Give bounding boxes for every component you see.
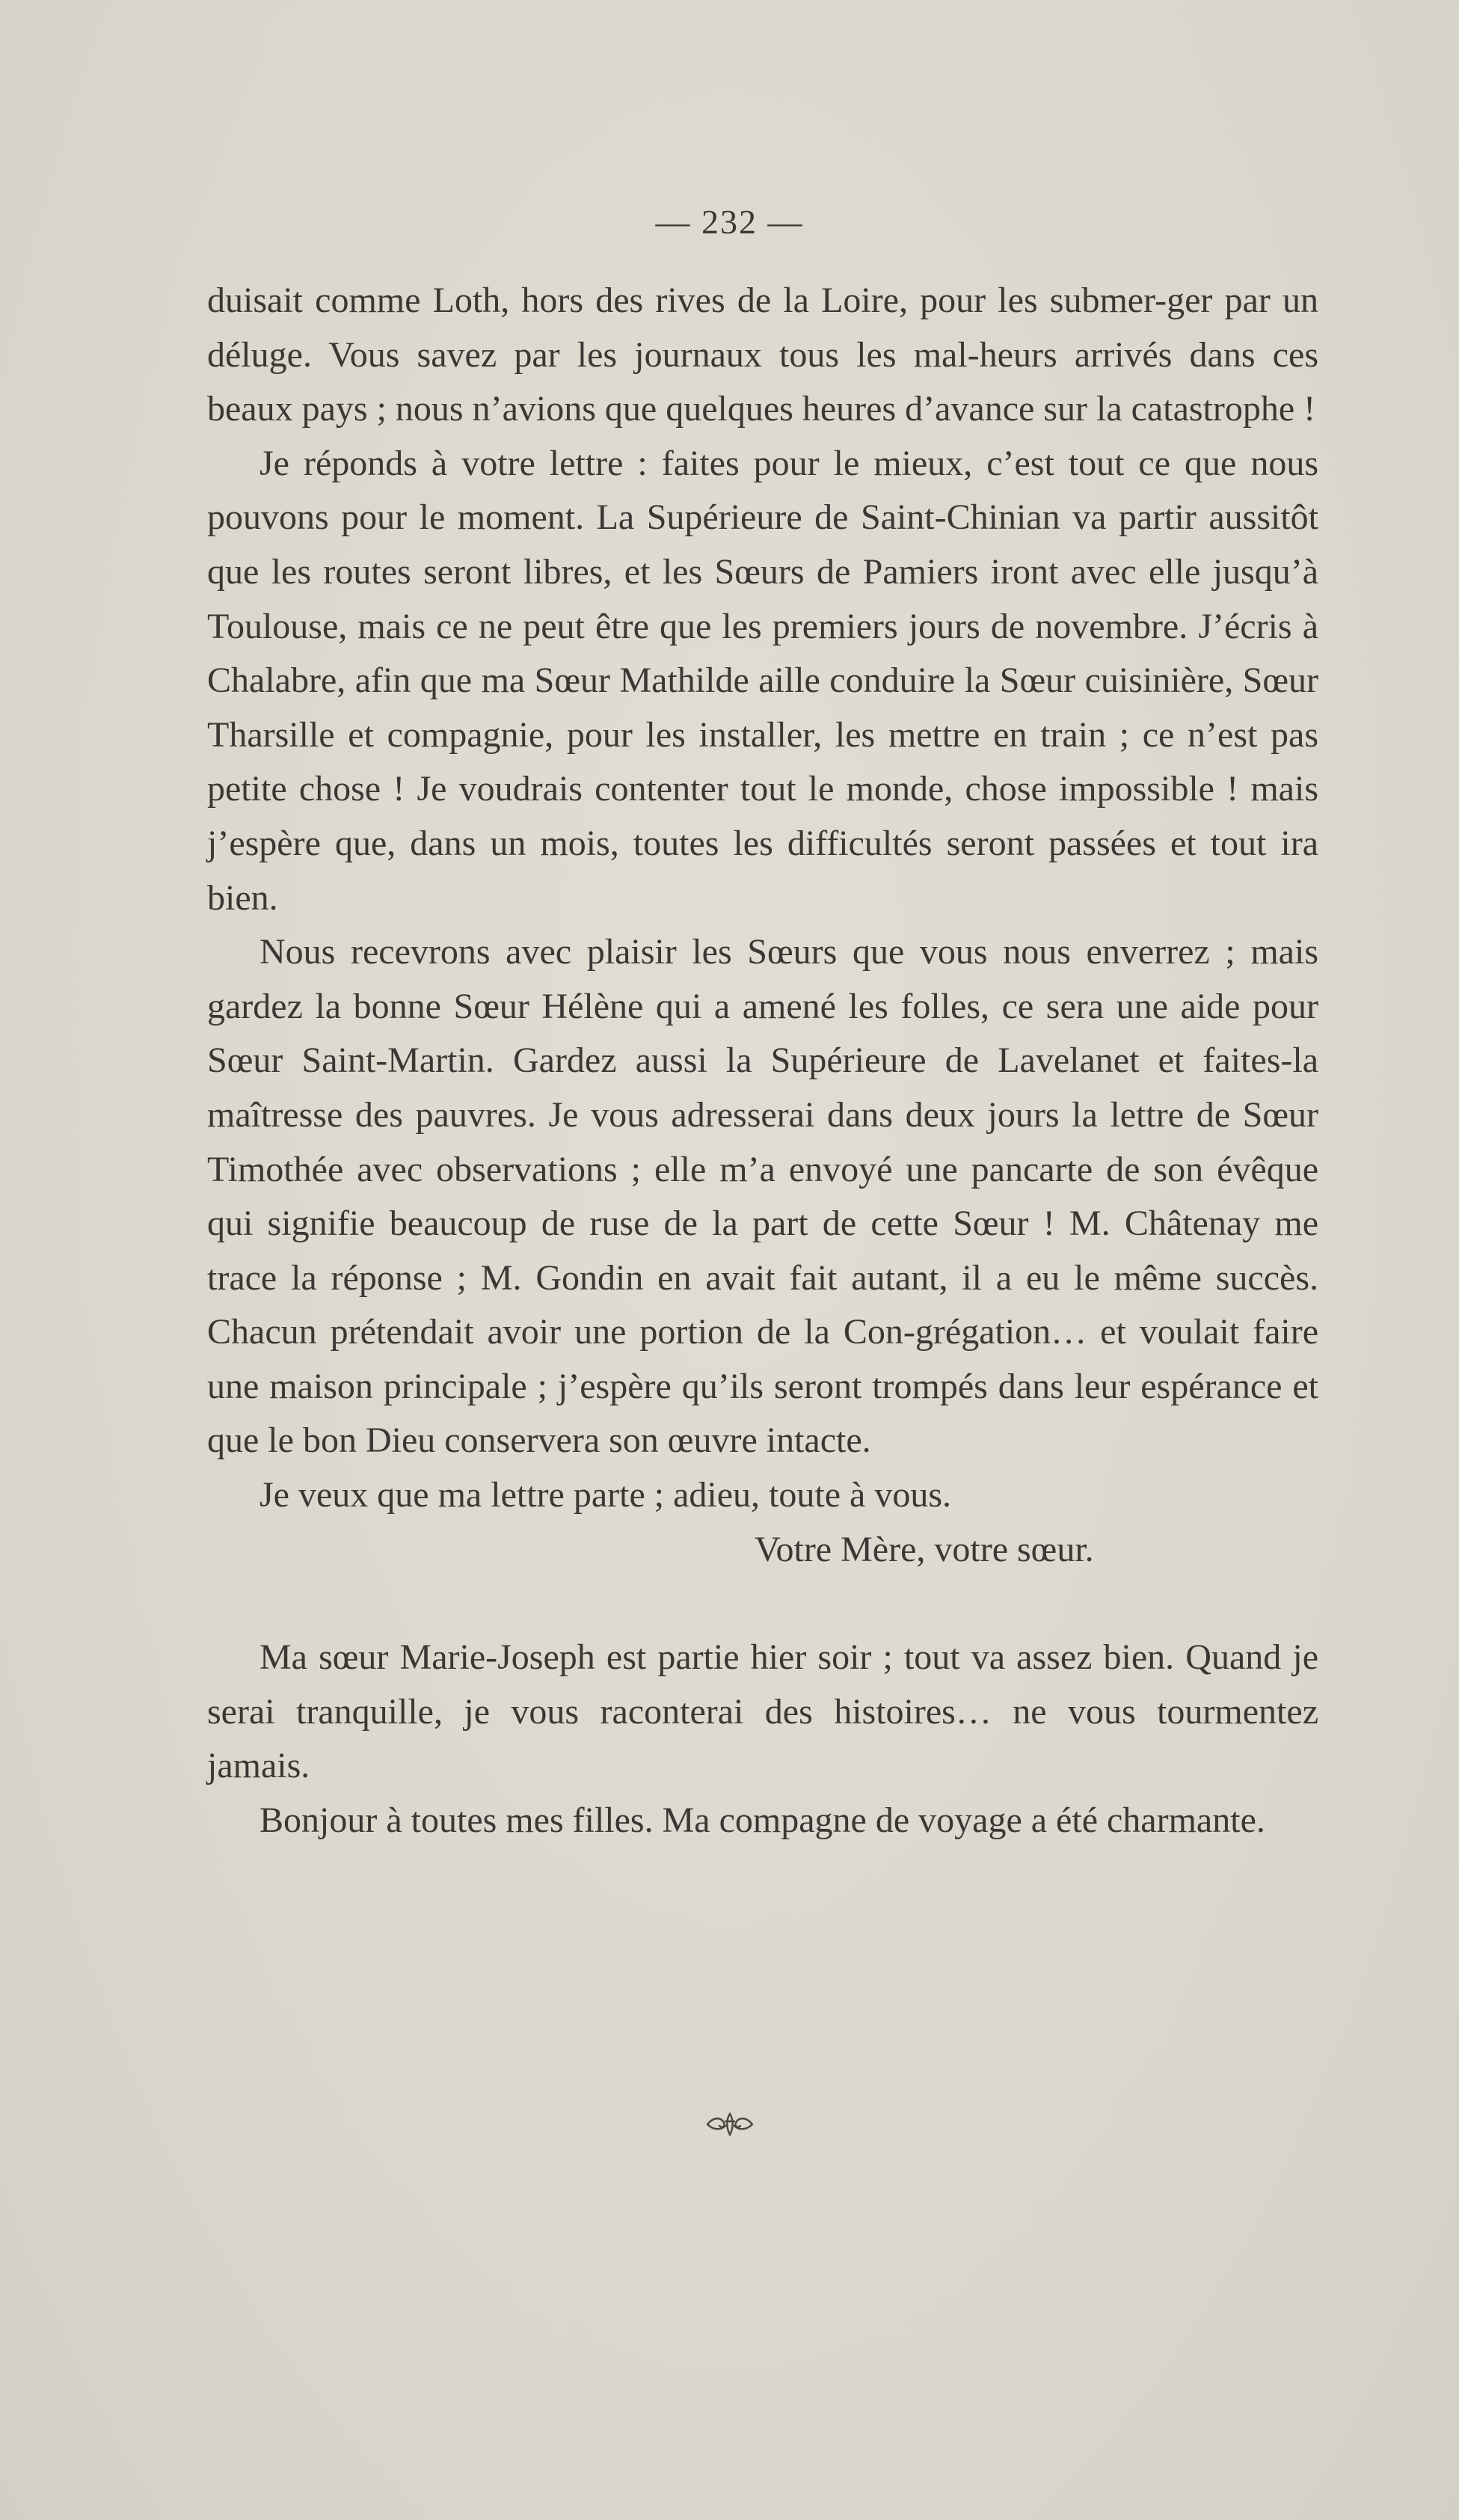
letter-body	[207, 274, 1318, 1848]
paragraph-3: Nous recevrons avec plaisir les Sœurs que vous nous enverrez ; mais gardez la bonne Sœur Hélène qui a amené les folles, ce sera une aide pour Sœur Saint-Martin. Gardez aussi la Supérieure de Lavelanet et faites-la maîtresse des pauvres. Je vous adresserai dans deux jours la lettre de Sœur Timothée avec observations ; elle m’a envoyé une pancarte de son évêque qui signifie beaucoup de ruse de la part de cette Sœur ! M. Châtenay me trace la réponse ; M. Gondin en avait fait autant, il a eu le même succès. Chacun prétendait avoir une portion de la Con-grégation… et voulait faire une maison principale ; j’espère qu’ils seront trompés dans leur espérance et que le bon Dieu conservera son œuvre intacte.	[207, 932, 1318, 1461]
ornament	[0, 2111, 1459, 2138]
paragraph-2: Je réponds à votre lettre : faites pour le mieux, c’est tout ce que nous pouvons pour le moment. La Supérieure de Saint-Chinian va partir aussitôt que les routes seront libres, et les Sœurs de Pamiers iront avec elle jusqu’à Toulouse, mais ce ne peut être que les premiers jours de novembre. J’écris à Chalabre, afin que ma Sœur Mathilde aille conduire la Sœur cuisinière, Sœur Tharsille et compagnie, pour les installer, les mettre en train ; ce n’est pas petite chose ! Je voudrais contenter tout le monde, chose impossible ! mais j’espère que, dans un mois, toutes les difficultés seront passées et tout ira bien.	[207, 443, 1318, 918]
signature: Votre Mère, votre sœur.	[755, 1529, 1094, 1569]
postscript-paragraph-2: Bonjour à toutes mes filles. Ma compagne de voyage a été charmante.	[259, 1800, 1265, 1841]
postscript-paragraph-1: Ma sœur Marie-Joseph est partie hier soir ; tout va assez bien. Quand je serai tranquille, je vous raconterai des histoires… ne vous tourmentez jamais.	[207, 1637, 1318, 1786]
paragraph-1: duisait comme Loth, hors des rives de la Loire, pour les submer-ger par un déluge. Vous savez par les journaux tous les mal-heurs arrivés dans ces beaux pays ; nous n’avions que quelques heures d’avance sur la catastrophe !	[207, 280, 1318, 429]
paragraph-4: Je veux que ma lettre parte ; adieu, toute à vous.	[259, 1475, 952, 1515]
page-number: — 232 —	[655, 203, 804, 241]
fleuron-icon	[703, 2111, 757, 2138]
